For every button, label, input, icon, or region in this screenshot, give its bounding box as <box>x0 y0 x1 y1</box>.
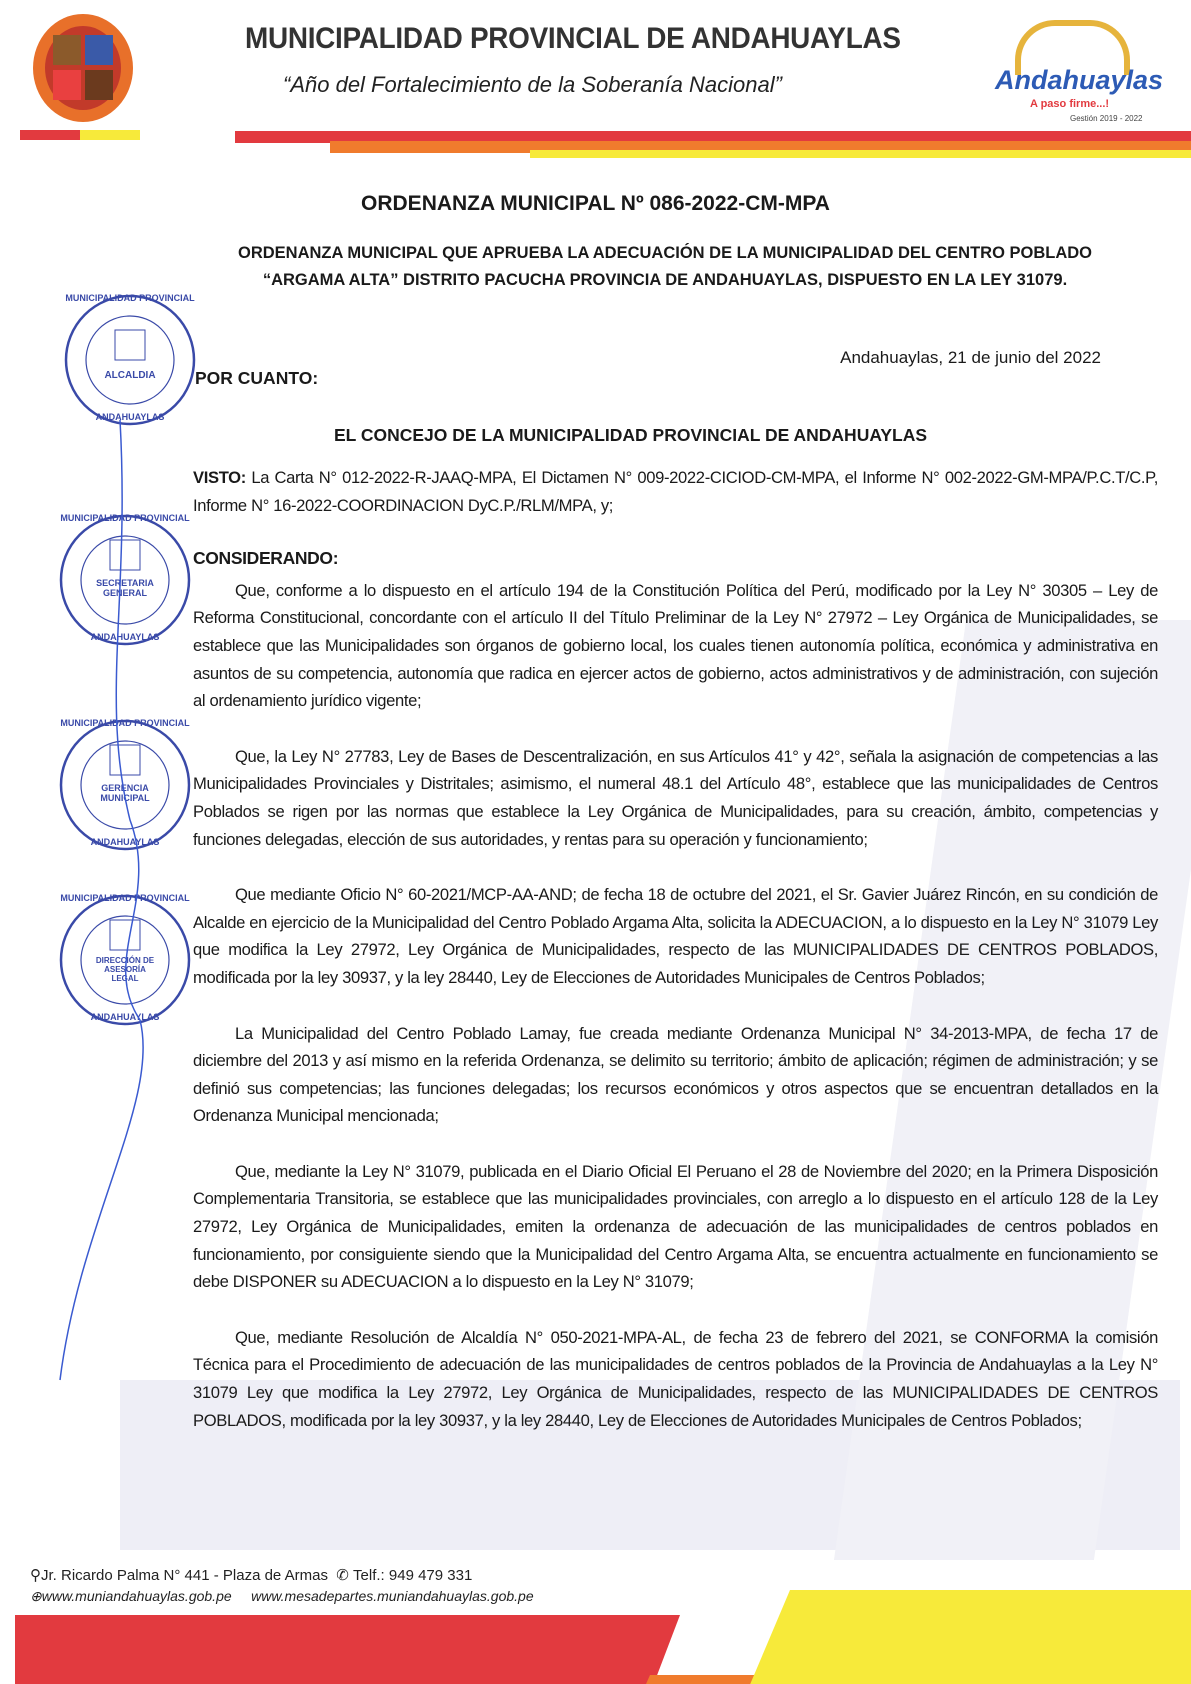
footer-phone: Telf.: 949 479 331 <box>353 1567 473 1584</box>
ordinance-title: ORDENANZA MUNICIPAL Nº 086-2022-CM-MPA <box>361 192 830 215</box>
document-body <box>193 464 1158 1462</box>
considerando-heading: CONSIDERANDO: <box>193 548 339 569</box>
paragraph: Que, la Ley N° 27783, Ley de Bases de Descentralización, en sus Artículos 41° y 42°, señala la asignación de competencias a las Municipalidades Provinciales y Distritales; asimismo, el numeral 48.1 del Artículo 48°, establece que las municipalidades de Centros Poblados se rigen por las normas que establece la Ley Orgánica de Municipalidades, para su creación, ámbito, competencias y funciones delegadas, elección de sus autoridades, y rentas para su operación y funcionamiento; <box>193 746 1158 849</box>
paragraph: Que mediante Oficio N° 60-2021/MCP-AA-AND; de fecha 18 de octubre del 2021, el Sr. Gavier Juárez Rincón, en su condición de Alcalde en ejercicio de la Municipalidad del Centro Poblado Argama Alta, solicita la ADECUACION, a lo dispuesto en la Ley N° 31079 Ley que modifica la Ley 27972, Ley Orgánica de Municipalidades, respecto de las MUNICIPALIDADES DE CENTROS POBLADOS, modificada por la ley 30937, y la ley 28440, Ley de Elecciones de Autoridades Municipales de Centros Poblados; <box>193 885 1158 987</box>
location-pin-icon: ⚲ <box>30 1567 41 1584</box>
paragraph: Que, conforme a lo dispuesto en el artículo 194 de la Constitución Política del Perú, modificado por la Ley N° 30305 – Ley de Reforma Constitucional, concordante con el artículo II del Título Preliminar de la Ley N° 27972 – Ley Orgánica de Municipalidades, se establece que las Municipalidades son órganos de gobierno local, los cuales tienen autonomía política, económica y administrativa en asuntos de su competencia, autonomía que radica en ejercer actos de gobierno, actos administrativos y de administración, con sujeción al ordenamiento jurídico vigente; <box>193 580 1158 711</box>
footer-address: Jr. Ricardo Palma N° 441 - Plaza de Armas <box>41 1567 328 1584</box>
andahuaylas-logo: Andahuaylas A paso firme...! Gestión 2019 - 2022 <box>990 20 1160 125</box>
motto: “Año del Fortalecimiento de la Soberanía Nacional” <box>283 72 782 97</box>
globe-icon: ⊕ <box>30 1588 42 1604</box>
stamp-gerencia-municipal: MUNICIPALIDAD PROVINCIAL GERENCIA MUNICIPAL ANDAHUAYLAS <box>60 718 190 847</box>
phone-icon: ✆ <box>336 1567 349 1584</box>
document-date: Andahuaylas, 21 de junio del 2022 <box>840 348 1101 367</box>
coat-of-arms-logo <box>28 10 138 125</box>
institution-name: MUNICIPALIDAD PROVINCIAL DE ANDAHUAYLAS <box>245 22 901 55</box>
visto-paragraph: VISTO: La Carta N° 012-2022-R-JAAQ-MPA, El Dictamen N° 009-2022-CICIOD-CM-MPA, el Informe N° 002-2022-GM-MPA/P.C.T/C.P, Informe N° 16-2022-COORDINACION DyC.P./RLM/MPA, y; <box>193 468 1158 515</box>
stamp-asesoria-legal: MUNICIPALIDAD PROVINCIAL DIRECCIÓN DE ASESORÍA LEGAL ANDAHUAYLAS <box>60 893 190 1022</box>
footer-stripes <box>0 1590 1191 1684</box>
stamp-secretaria-general: MUNICIPALIDAD PROVINCIAL SECRETARIA GENERAL ANDAHUAYLAS <box>60 513 190 642</box>
stamp-alcaldia: MUNICIPALIDAD PROVINCIAL ALCALDIA ANDAHUAYLAS <box>65 293 195 422</box>
paragraph: Que, mediante la Ley N° 31079, publicada en el Diario Oficial El Peruano el 28 de Noviembre del 2020; en la Primera Disposición Complementaria Transitoria, se establece que las municipalidades provinciales, con arreglo a lo dispuesto en el artículo 128 de la Ley 27972, Ley Orgánica de Municipalidades, emiten la ordenanza de adecuación de las municipalidades de centros poblados en funcionamiento, por consiguiente siendo que la Municipalidad del Centro Argama Alta, se encuentra actualmente en funcionamiento se debe DISPONER su ADECUACION a lo dispuesto en la Ley N° 31079; <box>193 1161 1158 1292</box>
mesa-partes-link[interactable]: www.mesadepartes.muniandahuaylas.gob.pe <box>251 1588 534 1604</box>
ordinance-subtitle: ORDENANZA MUNICIPAL QUE APRUEBA LA ADECUACIÓN DE LA MUNICIPALIDAD DEL CENTRO POBLADO “ARGAMA ALTA” DISTRITO PACUCHA PROVINCIA DE ANDAHUAYLAS, DISPUESTO EN LA LEY 31079. <box>237 244 1093 289</box>
paragraph: Que, mediante Resolución de Alcaldía N° 050-2021-MPA-AL, de fecha 23 de febrero del 2021, se CONFORMA la comisión Técnica para el Procedimiento de adecuación de las municipalidades de centros poblados de la Provincia de Andahuaylas a la Ley N° 31079 Ley que modifica la Ley 27972, Ley Orgánica de Municipalidades, respecto de las MUNICIPALIDADES DE CENTROS POBLADOS, modificada por la ley 30937, y la ley 28440, Ley de Elecciones de Autoridades Municipales de Centros Poblados; <box>193 1327 1158 1430</box>
paragraph: La Municipalidad del Centro Poblado Lamay, fue creada mediante Ordenanza Municipal N° 34-2013-MPA, de fecha 17 de diciembre del 2013 y así mismo en la referida Ordenanza, se delimito su territorio; ámbito de aplicación; régimen de administración; y se definió sus competencias; las funciones delegadas; los recursos económicos y otros aspectos que se encuentran detallados en la Ordenanza Municipal mencionada; <box>193 1023 1158 1126</box>
signature-stroke <box>40 400 190 1400</box>
footer-contact <box>30 1566 472 1584</box>
header-stripe-left <box>20 130 140 140</box>
header-stripe-yellow <box>530 150 1191 158</box>
por-cuanto-heading: POR CUANTO: <box>195 368 319 388</box>
concejo-heading: EL CONCEJO DE LA MUNICIPALIDAD PROVINCIAL DE ANDAHUAYLAS <box>333 425 928 445</box>
website-link[interactable]: www.muniandahuaylas.gob.pe <box>41 1588 232 1604</box>
